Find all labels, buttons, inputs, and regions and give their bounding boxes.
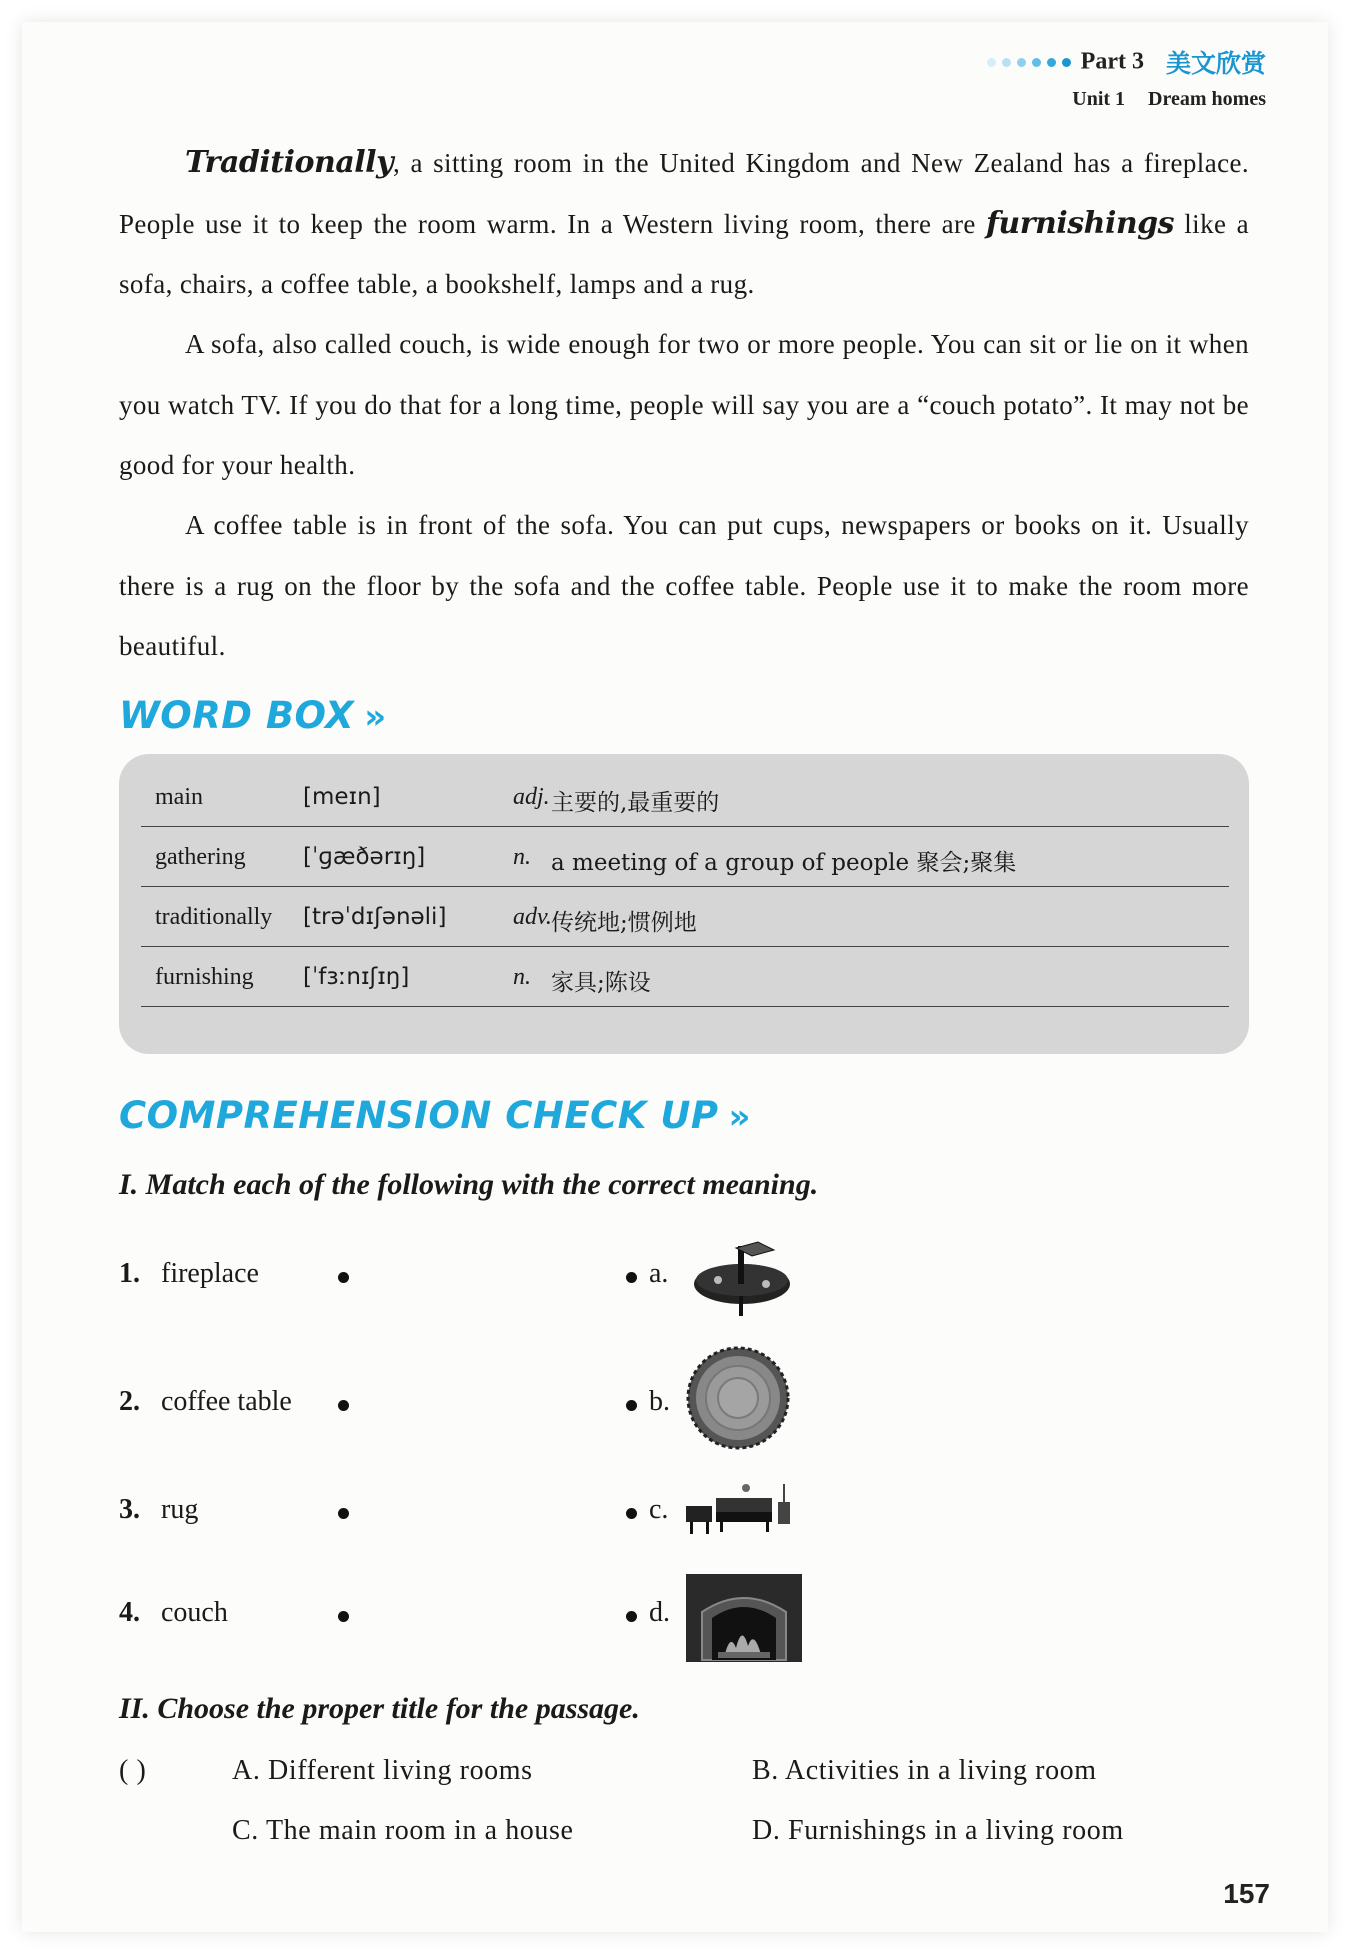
word-box-title (119, 694, 387, 737)
word-box-row (141, 946, 1229, 1007)
option-b[interactable]: B. Activities in a living room (752, 1755, 1097, 1786)
vocab-word: gathering (155, 844, 246, 870)
match-dot-left[interactable] (338, 1611, 349, 1622)
match-number: 2. (119, 1386, 140, 1417)
unit-title: Dream homes (1148, 88, 1266, 110)
chevron-right-icon: » (364, 697, 387, 737)
vocab-part-of-speech: adv. (513, 904, 552, 930)
word-box-row (141, 766, 1229, 827)
vocab-part-of-speech: n. (513, 844, 531, 870)
paragraph-3-text: A coffee table is in front of the sofa. You can put cups, newspapers or books on it. Usually there is a rug on the floor by the sofa and the coffee table. People use it to make the room more beautiful. (119, 510, 1249, 661)
option-c[interactable]: C. The main room in a house (232, 1815, 574, 1846)
paragraph-1-text-a: , a sitting room in the United Kingdom and New Zealand has a fireplace. People use it to keep the room warm. In a Western living room, there are (119, 148, 1249, 239)
match-dot-right[interactable] (626, 1508, 637, 1519)
header-dot (1032, 58, 1041, 67)
match-letter: d. (649, 1597, 670, 1628)
emphasis-furnishings: furnishings (986, 205, 1175, 241)
option-d[interactable]: D. Furnishings in a living room (752, 1815, 1124, 1846)
vocab-definition: a meeting of a group of people 聚会;聚集 (551, 850, 1017, 876)
vocab-pronunciation: [ˈɡæðərɪŋ] (303, 844, 426, 870)
vocab-definition: 传统地;惯例地 (551, 910, 697, 936)
header-dot (1002, 58, 1011, 67)
match-dot-right[interactable] (626, 1272, 637, 1283)
header-dot (987, 58, 996, 67)
passage-paragraph-3 (119, 495, 1249, 677)
header-dot (1047, 58, 1056, 67)
page-number: 157 (1223, 1878, 1270, 1909)
match-number: 3. (119, 1494, 140, 1525)
passage-paragraph-2 (119, 314, 1249, 496)
paragraph-2-text: A sofa, also called couch, is wide enough for two or more people. You can sit or lie on it when you watch TV. If you do that for a long time, people will say you are a “couch potato”. It may not be good for your health. (119, 329, 1249, 480)
option-a[interactable]: A. Different living rooms (232, 1755, 533, 1786)
vocab-pronunciation: [ˈfɜːnɪʃɪŋ] (303, 964, 410, 990)
match-term: fireplace (161, 1258, 259, 1289)
round-rug-picture (686, 1346, 790, 1450)
comprehension-title (119, 1094, 751, 1137)
match-dot-right[interactable] (626, 1400, 637, 1411)
header-dots (981, 53, 1071, 71)
match-dot-left[interactable] (338, 1508, 349, 1519)
vocab-part-of-speech: adj. (513, 784, 550, 810)
match-dot-right[interactable] (626, 1611, 637, 1622)
vocab-definition: 主要的,最重要的 (551, 790, 720, 816)
vocab-word: main (155, 784, 203, 810)
match-number: 1. (119, 1258, 140, 1289)
match-dot-left[interactable] (338, 1400, 349, 1411)
word-box-row (141, 886, 1229, 947)
match-letter: b. (649, 1386, 670, 1417)
paragraph-1-text-b: like a sofa, chairs, a coffee table, a bookshelf, lamps and a rug. (119, 208, 1249, 299)
vocab-definition: 家具;陈设 (551, 970, 651, 996)
match-term: coffee table (161, 1386, 292, 1417)
chevron-right-icon: » (728, 1097, 751, 1137)
match-letter: a. (649, 1258, 669, 1289)
header-dot (1062, 58, 1071, 67)
vocab-word: furnishing (155, 964, 254, 990)
match-term: rug (161, 1494, 199, 1525)
vocab-pronunciation: [meɪn] (303, 784, 381, 810)
vocab-pronunciation: [trəˈdɪʃənəli] (303, 904, 447, 930)
match-term: couch (161, 1597, 228, 1628)
page-header (981, 44, 1266, 111)
part-label: Part 3 (1080, 48, 1144, 75)
passage-paragraph-1 (119, 133, 1249, 315)
swivel-coffee-table-picture (688, 1236, 798, 1318)
vocab-part-of-speech: n. (513, 964, 531, 990)
comprehension-title-text: COMPREHENSION CHECK UP (119, 1094, 719, 1137)
vocab-word: traditionally (155, 904, 273, 930)
match-letter: c. (649, 1494, 669, 1525)
emphasis-traditionally: Traditionally (185, 145, 393, 180)
answer-blank[interactable]: ( ) (119, 1755, 147, 1786)
word-box (119, 754, 1249, 1054)
part-2-instruction: II. Choose the proper title for the passage. (119, 1692, 640, 1725)
word-box-row (141, 826, 1229, 887)
match-dot-left[interactable] (338, 1272, 349, 1283)
unit-label: Unit 1 (1072, 88, 1126, 110)
match-number: 4. (119, 1597, 140, 1628)
part-chinese-title: 美文欣赏 (1165, 49, 1266, 78)
fireplace-picture (684, 1572, 804, 1664)
part-1-instruction: I. Match each of the following with the correct meaning. (119, 1168, 819, 1201)
word-box-title-text: WORD BOX (119, 694, 355, 737)
couch-set-picture (682, 1482, 796, 1538)
header-dot (1017, 58, 1026, 67)
